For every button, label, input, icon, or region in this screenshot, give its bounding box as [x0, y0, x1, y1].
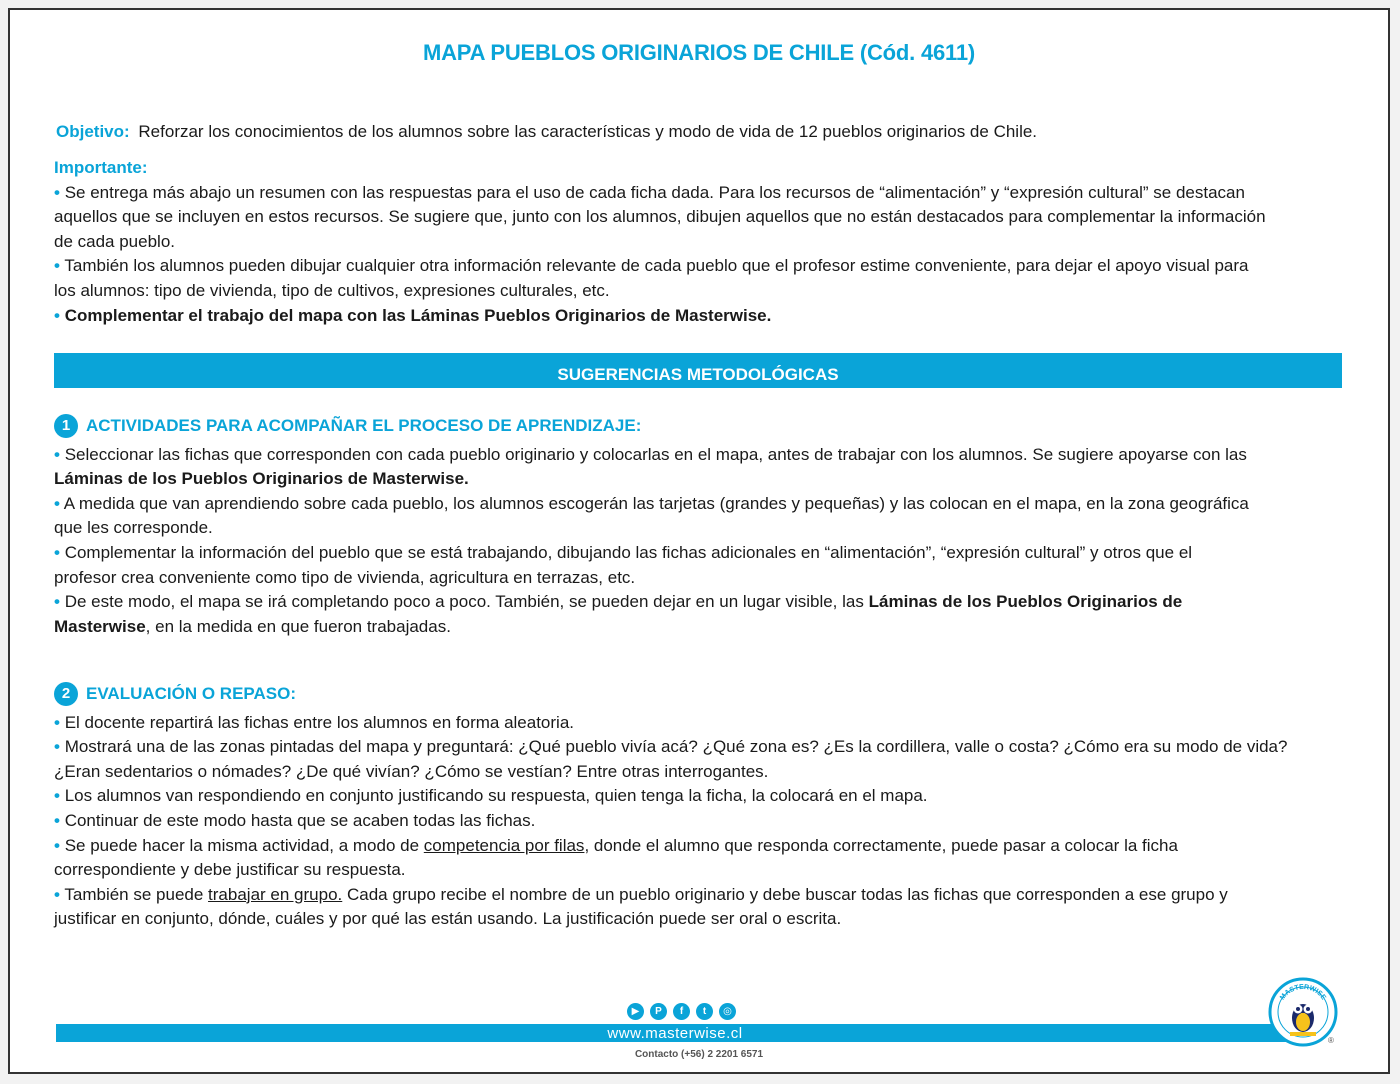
- s2-b2-line2: ¿Eran sedentarios o nómades? ¿De qué vivían? ¿Cómo se vestían? Entre otras interrogantes.: [54, 761, 769, 781]
- instagram-icon[interactable]: ◎: [719, 1003, 736, 1020]
- s1-b3-line1: • Complementar la información del pueblo que se está trabajando, dibujando las fichas adicionales en “alimentación”, “expresión cultural” y otros que el: [54, 542, 1193, 562]
- s2-b4: • Continuar de este modo hasta que se acaben todas las fichas.: [54, 810, 536, 830]
- title-code: (Cód. 4611): [859, 40, 976, 65]
- svg-text:MASTERWISE: MASTERWISE: [1279, 983, 1327, 1002]
- s1-b4-line2: Masterwise, en la medida en que fueron trabajadas.: [54, 616, 451, 636]
- s1-b3-line2: profesor crea conveniente como tipo de vivienda, agricultura en terrazas, etc.: [54, 567, 636, 587]
- s2-b5-line1: • Se puede hacer la misma actividad, a modo de competencia por filas, donde el alumno que responda correctamente, puede pasar a colocar la ficha: [54, 835, 1178, 855]
- objetivo-label: Objetivo:: [56, 122, 130, 141]
- youtube-icon[interactable]: ▶: [627, 1003, 644, 1020]
- facebook-icon[interactable]: f: [673, 1003, 690, 1020]
- section-banner: SUGERENCIAS METODOLÓGICAS: [54, 353, 1342, 388]
- section2-heading: [54, 682, 1344, 707]
- s1-b2-line2: que les corresponde.: [54, 518, 213, 538]
- contact-text: Contacto (+56) 2 2201 6571: [634, 1049, 764, 1060]
- s2-b5-line2: correspondiente y debe justificar su respuesta.: [54, 860, 406, 880]
- section2-title: EVALUACIÓN O REPASO:: [86, 684, 296, 703]
- website-link[interactable]: www.masterwise.cl: [56, 1024, 1294, 1042]
- registered-mark: ®: [1328, 1036, 1334, 1045]
- importante-p2-line2: los alumnos: tipo de vivienda, tipo de cultivos, expresiones culturales, etc.: [54, 280, 610, 300]
- section1-number: 1: [54, 414, 78, 438]
- objetivo-paragraph: [56, 120, 1344, 145]
- page-title: [10, 40, 1388, 66]
- importante-p3: • Complementar el trabajo del mapa con las Láminas Pueblos Originarios de Masterwise.: [54, 305, 772, 325]
- section1-heading: [54, 414, 1344, 439]
- importante-p1-line3: de cada pueblo.: [54, 231, 175, 251]
- objetivo-text: Reforzar los conocimientos de los alumnos sobre las características y modo de vida de 12 pueblos originarios de Chile.: [138, 122, 1038, 141]
- s1-b2-line1: • A medida que van aprendiendo sobre cada pueblo, los alumnos escogerán las tarjetas (grandes y pequeñas) y las colocan en el mapa, en la zona geográfica: [54, 493, 1249, 513]
- importante-p1-line1: • Se entrega más abajo un resumen con las respuestas para el uso de cada ficha dada. Para los recursos de “alimentación” y “expresión cultural” se destacan: [54, 182, 1245, 202]
- social-icons: [627, 1003, 736, 1020]
- s2-b6-line1: • También se puede trabajar en grupo. Cada grupo recibe el nombre de un pueblo originario y debe buscar todas las fichas que corresponden a ese grupo y: [54, 884, 1228, 904]
- title-main: MAPA PUEBLOS ORIGINARIOS DE CHILE: [422, 40, 854, 65]
- twitter-icon[interactable]: t: [696, 1003, 713, 1020]
- s1-b4-line1: • De este modo, el mapa se irá completando poco a poco. También, se pueden dejar en un lugar visible, las Láminas de los Pueblos Originarios de: [54, 592, 1183, 612]
- section-evaluation: [54, 682, 1344, 932]
- section1-title: ACTIVIDADES PARA ACOMPAÑAR EL PROCESO DE APRENDIZAJE:: [86, 416, 642, 435]
- s2-b3: • Los alumnos van respondiendo en conjunto justificando su respuesta, quien tenga la ficha, la colocará en el mapa.: [54, 786, 928, 806]
- importante-p1-line2: aquellos que se incluyen en estos recursos. Se sugiere que, junto con los alumnos, dibujen aquellos que no están destacados para complementar la información: [54, 207, 1266, 227]
- importante-section: [54, 156, 1344, 328]
- s2-b2-line1: • Mostrará una de las zonas pintadas del mapa y preguntará: ¿Qué pueblo vivía acá? ¿Qué zona es? ¿Es la cordillera, valle o costa? ¿Cómo era su modo de vida?: [54, 737, 1288, 757]
- importante-label: Importante:: [54, 158, 148, 177]
- document-page: [8, 8, 1390, 1074]
- importante-p2-line1: • También los alumnos pueden dibujar cualquier otra información relevante de cada pueblo que el profesor estime conveniente, para dejar el apoyo visual para: [54, 256, 1249, 276]
- s1-b1-line1: • Seleccionar las fichas que corresponden con cada pueblo originario y colocarlas en el mapa, antes de trabajar con los alumnos. Se sugiere apoyarse con las: [54, 444, 1247, 464]
- s2-b6-line2: justificar en conjunto, dónde, cuáles y por qué las están usando. La justificación puede ser oral o escrita.: [54, 909, 842, 929]
- pinterest-icon[interactable]: P: [650, 1003, 667, 1020]
- section-activities: [54, 414, 1344, 639]
- s2-b1: • El docente repartirá las fichas entre los alumnos en forma aleatoria.: [54, 712, 575, 732]
- s1-b1-line2: Láminas de los Pueblos Originarios de Masterwise.: [54, 469, 469, 489]
- section2-number: 2: [54, 682, 78, 706]
